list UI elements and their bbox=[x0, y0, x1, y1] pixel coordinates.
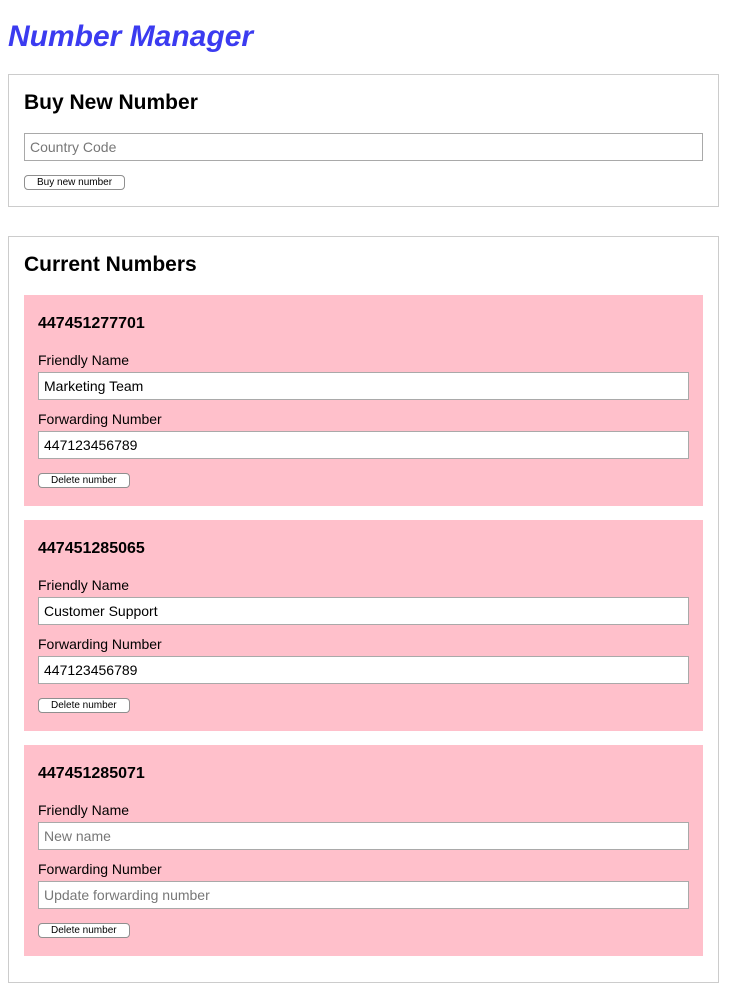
page-title: Number Manager bbox=[8, 20, 254, 53]
phone-number: 447451277701 bbox=[38, 315, 145, 332]
forwarding-number-label: Forwarding Number bbox=[38, 636, 162, 652]
forwarding-number-label: Forwarding Number bbox=[38, 411, 162, 427]
phone-number: 447451285065 bbox=[38, 540, 145, 557]
friendly-name-label: Friendly Name bbox=[38, 577, 130, 593]
friendly-name-input[interactable] bbox=[38, 822, 689, 850]
forwarding-number-input[interactable] bbox=[38, 431, 689, 459]
forwarding-number-input[interactable] bbox=[38, 656, 689, 684]
country-code-input[interactable] bbox=[24, 133, 703, 161]
number-card bbox=[24, 520, 703, 731]
delete-number-button[interactable]: Delete number bbox=[38, 698, 130, 713]
buy-new-number-button[interactable]: Buy new number bbox=[24, 175, 125, 190]
forwarding-number-label: Forwarding Number bbox=[38, 861, 162, 877]
buy-number-heading: Buy New Number bbox=[24, 91, 198, 114]
friendly-name-label: Friendly Name bbox=[38, 802, 130, 818]
current-numbers-panel bbox=[8, 236, 719, 983]
buy-number-panel bbox=[8, 74, 719, 207]
current-numbers-heading: Current Numbers bbox=[24, 253, 197, 276]
number-card bbox=[24, 295, 703, 506]
phone-number: 447451285071 bbox=[38, 765, 145, 782]
friendly-name-input[interactable] bbox=[38, 372, 689, 400]
friendly-name-label: Friendly Name bbox=[38, 352, 130, 368]
number-card bbox=[24, 745, 703, 956]
number-list bbox=[24, 295, 703, 956]
friendly-name-input[interactable] bbox=[38, 597, 689, 625]
delete-number-button[interactable]: Delete number bbox=[38, 473, 130, 488]
forwarding-number-input[interactable] bbox=[38, 881, 689, 909]
delete-number-button[interactable]: Delete number bbox=[38, 923, 130, 938]
